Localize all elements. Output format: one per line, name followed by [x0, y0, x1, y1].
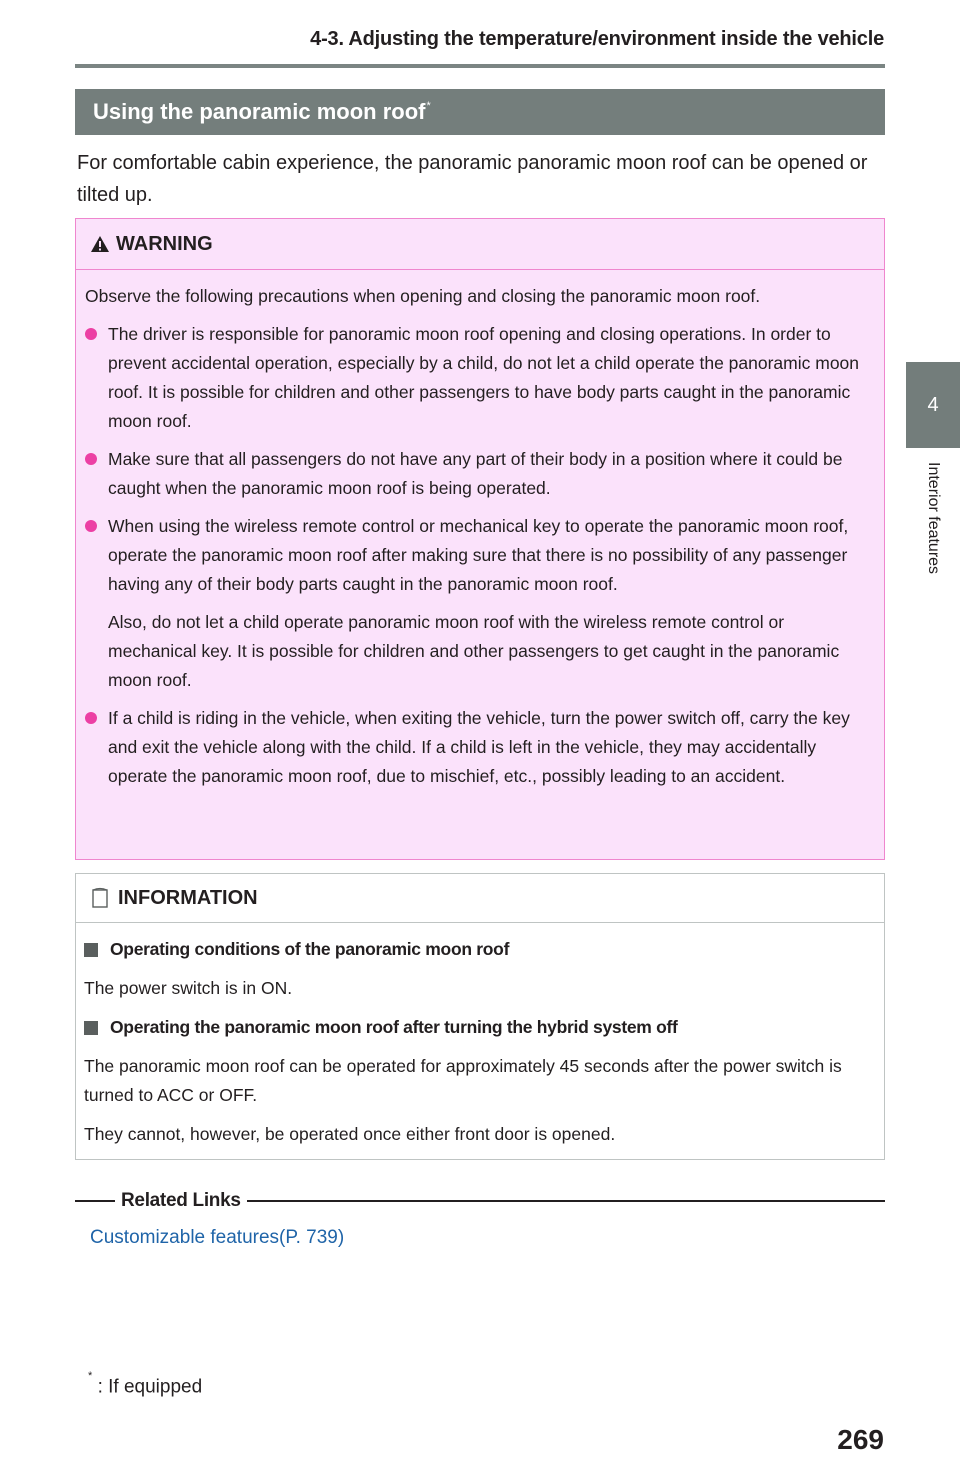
bullet-dot-icon — [85, 712, 97, 724]
square-bullet-icon — [84, 1021, 98, 1035]
info-text: They cannot, however, be operated once either front door is opened. — [84, 1124, 616, 1144]
bullet-text: When using the wireless remote control or mechanical key to operate the panoramic moon roof, operate the panoramic moon roof after making sure that there is no possibility of any passenger having any of their body parts caught in the panoramic moon roof. — [108, 516, 849, 594]
info-heading-text: Operating the panoramic moon roof after turning the hybrid system off — [110, 1017, 678, 1037]
warning-triangle-icon — [90, 235, 110, 253]
info-text: The panoramic moon roof can be operated for approximately 45 seconds after the power switch is turned to ACC or OFF. — [84, 1056, 842, 1105]
bullet-dot-icon — [85, 453, 97, 465]
information-title: INFORMATION — [118, 886, 258, 909]
info-text: The power switch is in ON. — [84, 978, 293, 998]
related-links-title: Related Links — [121, 1190, 241, 1211]
footnote-text: : If equipped — [97, 1376, 203, 1398]
info-heading — [84, 935, 874, 964]
warning-bullet — [85, 320, 872, 436]
footnote-mark: * — [88, 1370, 93, 1382]
warning-bullet — [85, 704, 872, 791]
related-link-customizable-features[interactable]: Customizable features(P. 739) — [90, 1227, 345, 1248]
notebook-icon — [90, 887, 110, 909]
warning-header — [76, 219, 884, 270]
bullet-dot-icon — [85, 520, 97, 532]
footnote — [88, 1370, 203, 1398]
information-box — [75, 873, 885, 1160]
chapter-tab[interactable] — [906, 362, 960, 448]
warning-bullet — [85, 512, 872, 599]
information-header — [76, 874, 884, 923]
page-number: 269 — [837, 1424, 884, 1455]
bullet-text: The driver is responsible for panoramic moon roof opening and closing operations. In order to prevent accidental operation, especially by a child, do not let a child operate the panoramic moon roof. It is possible for children and other passengers to have body parts caught in the panoramic moon roof. — [108, 324, 860, 431]
warning-lead: Observe the following precautions when opening and closing the panoramic moon roof. — [85, 286, 761, 306]
info-heading — [84, 1013, 874, 1042]
warning-box — [75, 218, 885, 860]
divider-line — [75, 1200, 115, 1202]
bullet-dot-icon — [85, 328, 97, 340]
chapter-side-label: Interior features — [925, 462, 942, 575]
intro-paragraph: For comfortable cabin experience, the panoramic panoramic moon roof can be opened or tilted up. — [77, 152, 868, 206]
footnote-mark: * — [426, 100, 431, 112]
information-body — [76, 923, 884, 1149]
header-rule — [75, 64, 885, 68]
warning-bullet-continuation: Also, do not let a child operate panoramic moon roof with the wireless remote control or mechanical key. It is possible for children and other passengers to get caught in the panoramic moon roof. — [108, 612, 840, 690]
chapter-header-title: 4-3. Adjusting the temperature/environment inside the vehicle — [310, 28, 884, 50]
info-heading-text: Operating conditions of the panoramic moon roof — [110, 939, 510, 959]
warning-bullet — [85, 445, 872, 503]
square-bullet-icon — [84, 943, 98, 957]
section-title: Using the panoramic moon roof — [93, 99, 426, 124]
section-title-bar — [75, 89, 885, 135]
warning-body — [76, 270, 884, 791]
bullet-text: If a child is riding in the vehicle, when exiting the vehicle, turn the power switch off, carry the key and exit the vehicle along with the child. If a child is left in the vehicle, they may accidentally operate the panoramic moon roof, due to mischief, etc., possibly leading to an accident. — [108, 708, 850, 786]
chapter-number: 4 — [927, 393, 939, 416]
related-links-divider — [75, 1186, 885, 1216]
bullet-text: Make sure that all passengers do not have any part of their body in a position where it could be caught when the panoramic moon roof is being operated. — [108, 449, 843, 498]
warning-title: WARNING — [116, 232, 213, 255]
divider-line — [247, 1200, 885, 1202]
